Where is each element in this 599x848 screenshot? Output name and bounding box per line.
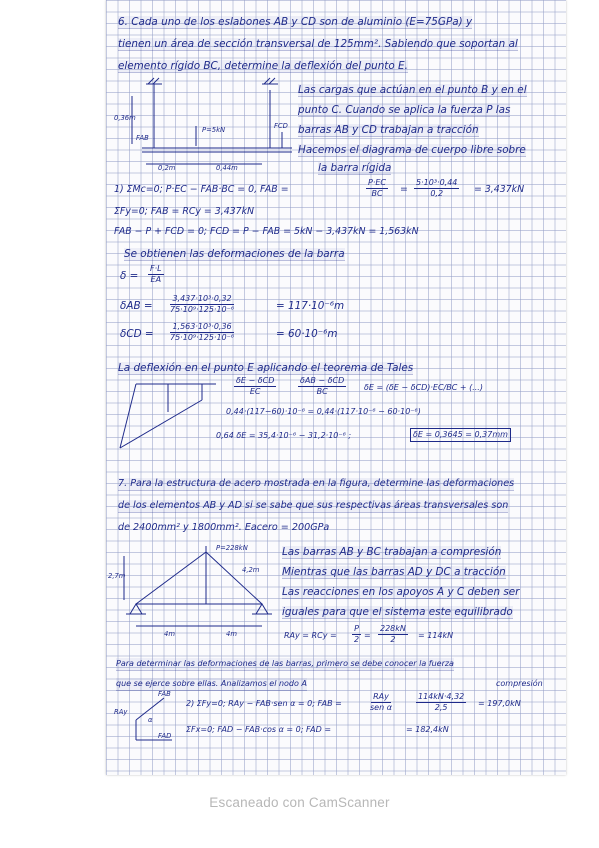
p6-dab-label: δAB = [120,300,153,312]
p6-result-box: δE = 0,3645 = 0,37mm [410,428,511,442]
p6-delta-label: δ = [120,270,139,282]
p7-fig-height: 2,7m [108,572,126,580]
p7-node-a-diagram [106,0,566,775]
p7-eq-fy-den: sen α [370,703,392,712]
p6-statement-line-1: 6. Cada uno de los eslabones AB y CD son de aluminio (E=75GPa) y [118,16,473,28]
p7-node-alpha: α [148,716,153,724]
p7-eq-fy-frac [368,692,394,713]
p6-dcd-result: = 60·10⁻⁶m [276,328,338,340]
p6-fig-fab: FAB [136,134,149,142]
p6-eq-moment-den: BC [371,189,383,198]
p6-eq-fcd: FAB − P + FCD = 0; FCD = P − FAB = 5kN − 3,437kN = 1,563kN [114,226,419,237]
p7-node-ray: RAy [114,708,128,716]
p7-note-4: iguales para que el sistema este equilibrado [282,606,513,618]
p6-tales-1-num: δE − δCD [236,376,275,385]
p7-statement-line-1: 7. Para la estructura de acero mostrada en la figura, determine las deformaciones [118,478,515,489]
p6-eq-moment-eq: = [400,184,408,195]
p6-eq-moment-result: = 3,437kN [474,184,525,195]
p7-reaction-eq: = [364,631,371,640]
p6-tales-line-3: 0,64 δE = 35,4·10⁻⁶ − 31,2·10⁻⁶ ; [216,431,352,440]
p6-note-3: barras AB y CD trabajan a tracción [298,124,479,136]
p7-statement-line-3: de 2400mm² y 1800mm². Eacero = 200GPa [118,522,330,533]
p6-dab-num: 3,437·10³·0,32 [172,294,232,303]
p6-deflection-title: La deflexión en el punto E aplicando el teorema de Tales [118,362,414,374]
p7-note-2: Mientras que las barras AD y DC a tracción [282,566,506,578]
p7-reaction-num: P [354,624,359,633]
p7-eq-fy-frac2 [416,692,466,713]
p6-tales-3: δE = (δE − δCD)·EC/BC + (...) [364,383,483,392]
p7-eq-fy-result: = 197,0kN [478,699,521,708]
p6-note-4: Hacemos el diagrama de cuerpo libre sobre [298,144,526,156]
p6-tales-2-num: δAB − δCD [300,376,345,385]
p7-reaction-result: = 114kN [418,631,454,640]
p7-reaction-label: RAy = RCy = [284,631,337,640]
p6-eq-moment-num: P·EC [368,178,387,187]
p6-note-2: punto C. Cuando se aplica la fuerza P las [298,104,511,116]
p7-fig-l1: 4m [164,630,175,638]
p6-dcd-num: 1,563·10³·0,36 [172,322,232,331]
p6-fig-d2: 0,44m [216,164,238,172]
p6-tales-line-2: 0,44·(117−60)·10⁻⁶ = 0,44·(117·10⁻⁶ − 60·10⁻⁶) [226,407,421,416]
p6-note-1: Las cargas que actúan en el punto B y en el [298,84,527,96]
p7-method-line-2: que se ejerce sobre ellas. Analizamos el nodo A [116,678,307,691]
scanner-watermark: Escaneado con CamScanner [209,795,390,810]
p6-deform-title: Se obtienen las deformaciones de la barra [124,248,345,260]
p6-eq-fy: ΣFy=0; FAB = RCy = 3,437kN [114,206,255,217]
p7-eq-fy-frac2-num: 114kN·4,32 [418,692,465,701]
p6-dcd-den: 75·10⁹·125·10⁻⁶ [170,333,235,342]
p7-reaction-num2: 228kN [380,624,406,633]
p7-eq-fx: ΣFx=0; FAD − FAB·cos α = 0; FAD = [186,725,332,734]
p7-fig-diag: 4,2m [242,566,260,574]
p6-dab-den: 75·10⁹·125·10⁻⁶ [170,305,235,314]
notebook-page [106,0,566,775]
p6-eq-moment-den2: 0,2 [430,189,444,198]
p7-method-compression: compresión [496,679,543,688]
p6-eq-moment: 1) ΣMc=0; P·EC − FAB·BC = 0, FAB = [114,184,289,195]
p6-fig-d1: 0,2m [158,164,176,172]
p6-tales-2-den: BC [316,387,328,396]
p7-note-3: Las reacciones en los apoyos A y C deben ser [282,586,520,598]
p6-delta-den: EA [150,275,162,284]
p6-statement-line-2: tienen un área de sección transversal de 125mm². Sabiendo que soportan al [118,38,518,50]
p6-fig-fcd: FCD [274,122,288,130]
p7-fig-load: P=228kN [216,544,248,552]
p7-eq-fy-num: RAy [373,692,389,701]
p7-reaction-den2: 2 [390,635,396,644]
p6-fig-length: 0,36m [114,114,136,122]
p7-note-1: Las barras AB y BC trabajan a compresión [282,546,502,558]
p6-fig-load: P=5kN [202,126,226,134]
p6-eq-moment-num2: 5·10³·0,44 [416,178,458,187]
p7-method-line-1: Para determinar las deformaciones de las barras, primero se debe conocer la fuerza [116,658,454,671]
p6-statement-line-3: elemento rígido BC, determine la deflexión del punto E. [118,60,408,72]
p7-eq-fy: 2) ΣFy=0; RAy − FAB·sen α = 0; FAB = [186,699,342,708]
p7-statement-line-2: de los elementos AB y AD si se sabe que sus respectivas áreas transversales son [118,500,509,511]
p6-delta-num: F·L [150,264,162,273]
p7-node-fad: FAD [158,732,172,740]
p7-fig-l2: 4m [226,630,237,638]
p7-reaction-den: 2 [354,635,360,644]
p7-node-fab: FAB [158,690,171,698]
p6-note-5: la barra rígida [318,162,392,174]
p6-tales-1-den: EC [249,387,261,396]
p6-dab-result: = 117·10⁻⁶m [276,300,345,312]
p6-dcd-label: δCD = [120,328,154,340]
p7-eq-fy-frac2-den: 2,5 [434,703,448,712]
p7-eq-fx-result: = 182,4kN [406,725,449,734]
